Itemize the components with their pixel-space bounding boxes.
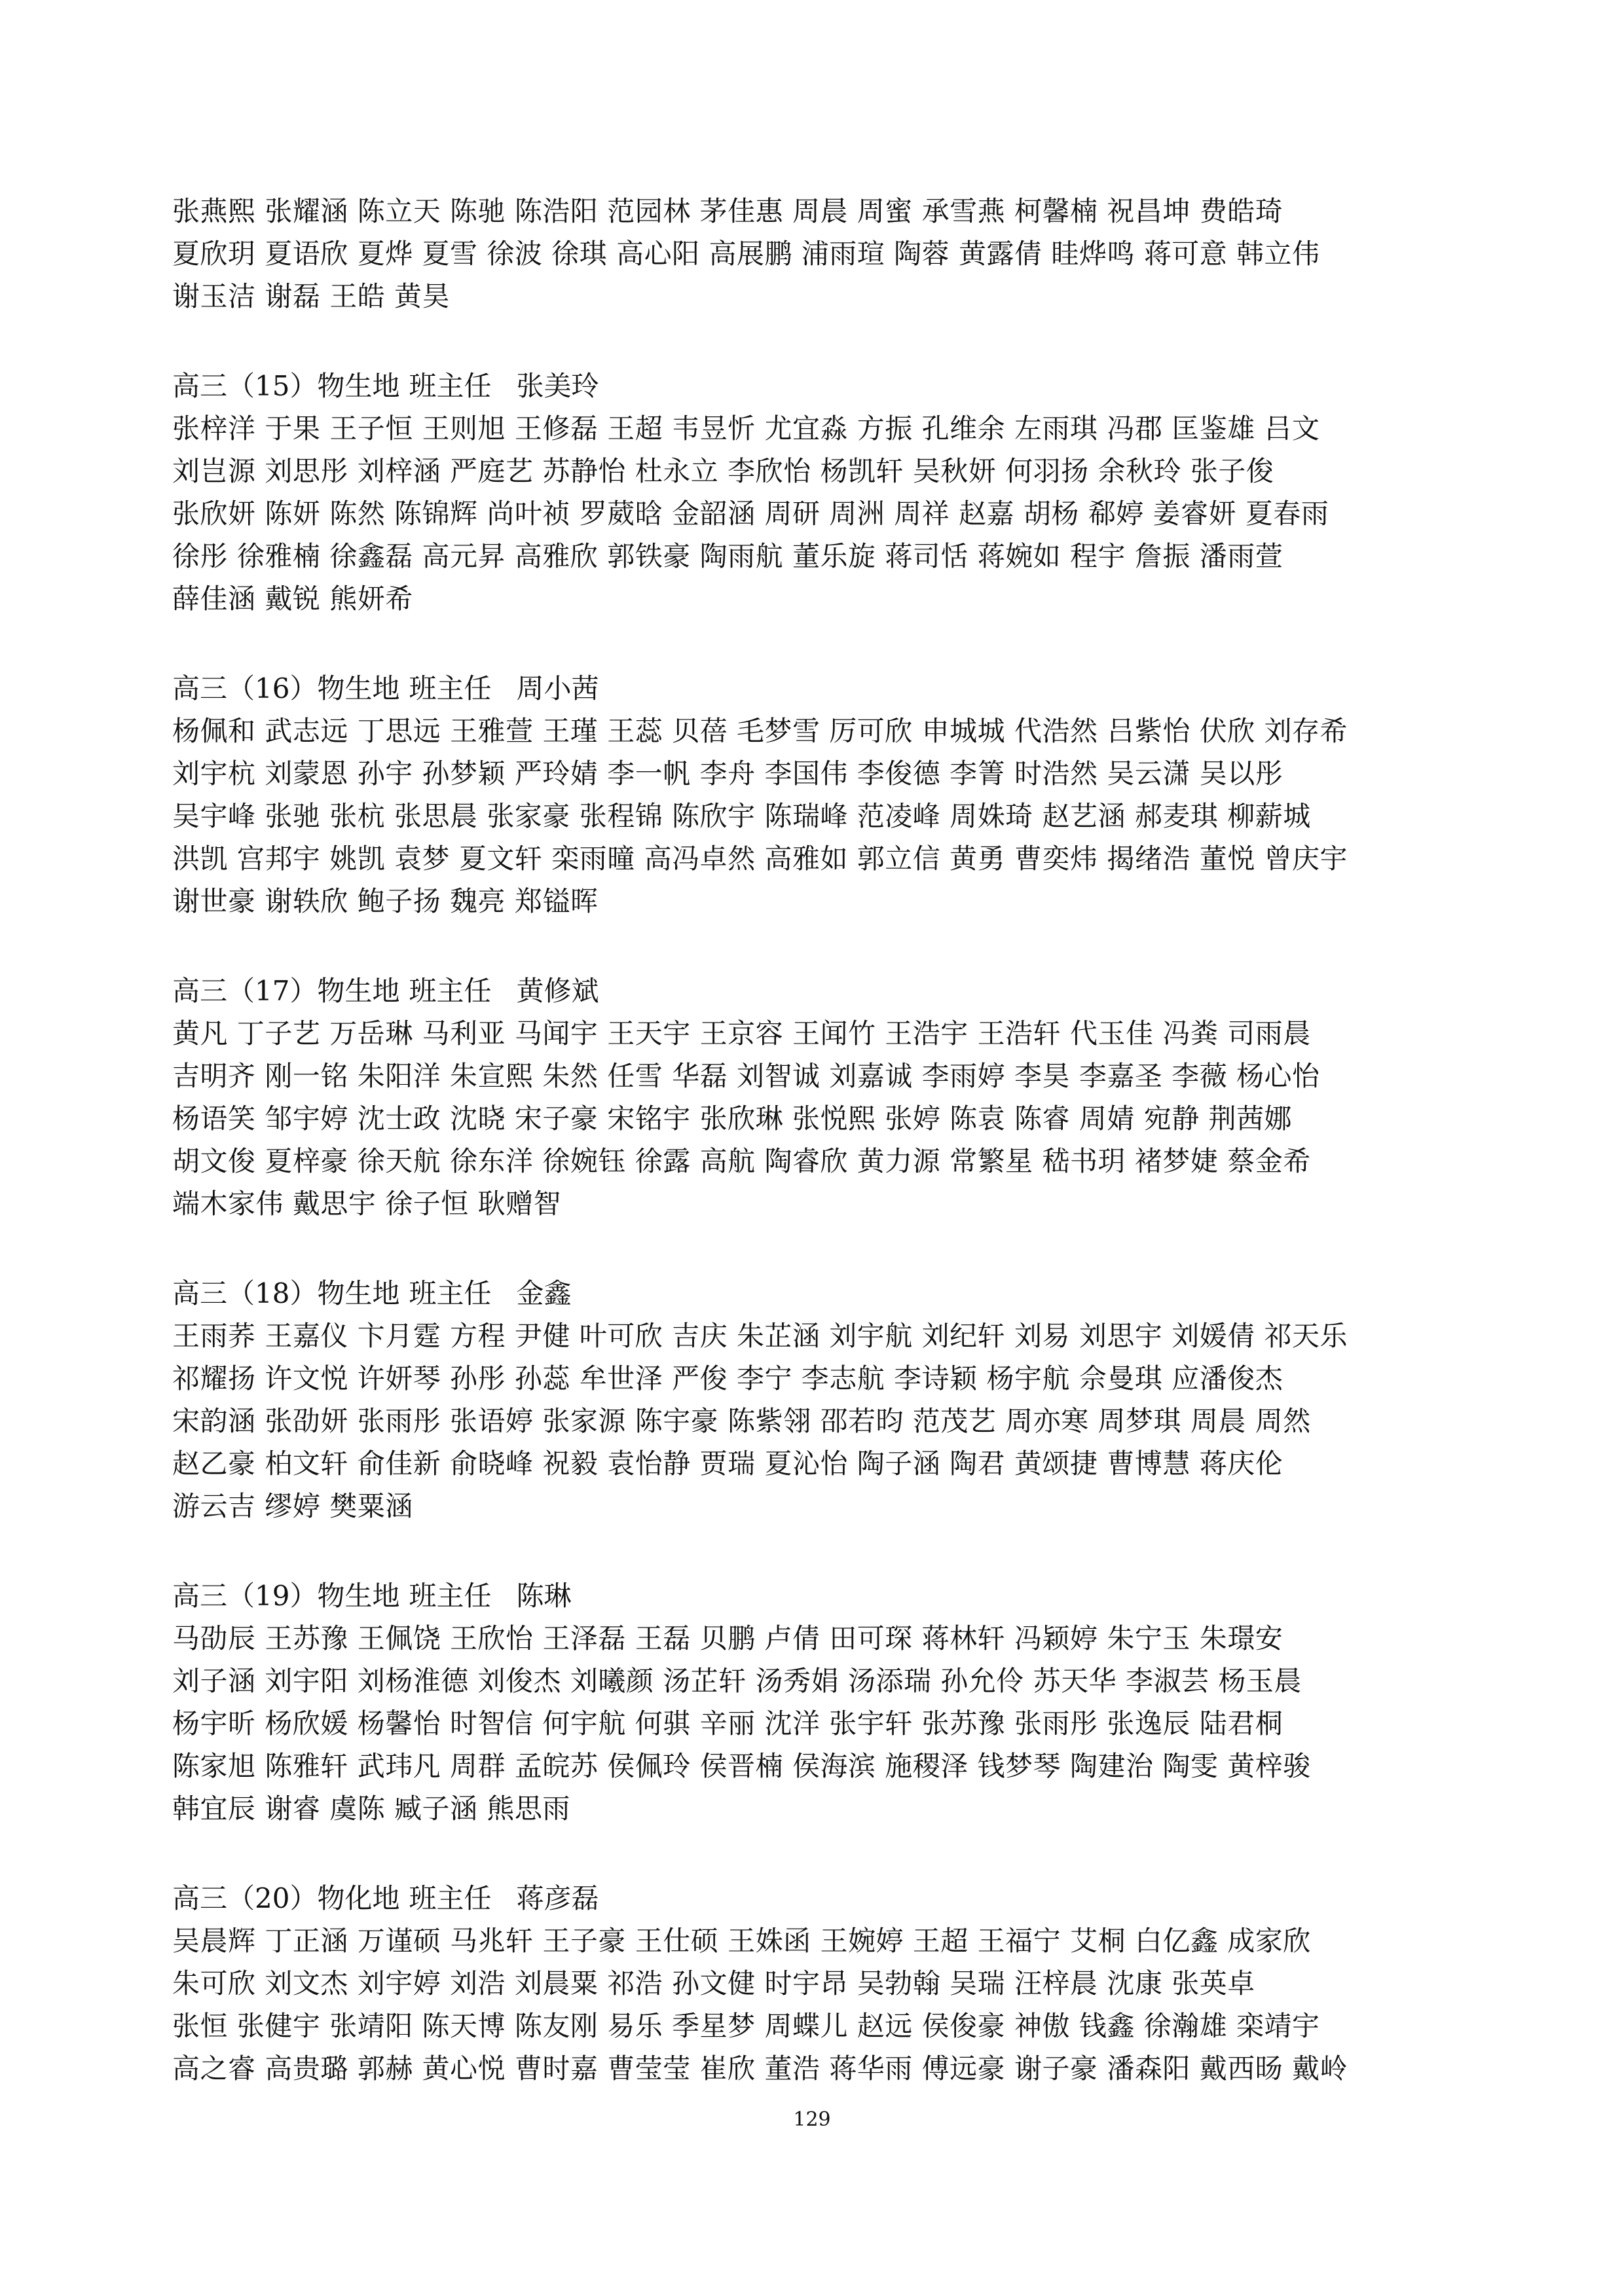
name-line: 张欣妍 陈妍 陈然 陈锦辉 尚叶祯 罗葳晗 金韶涵 周研 周洲 周祥 赵嘉 胡杨 郗婷 姜睿妍 夏春雨 [172, 498, 1329, 530]
name-line: 杨佩和 武志远 丁思远 王雅萱 王瑾 王蕊 贝蓓 毛梦雪 厉可欣 申城城 代浩然 吕紫怡 伏欣 刘存希 [172, 715, 1348, 747]
class-name: 高三（17）物生地 [172, 975, 400, 1007]
name-line: 赵乙豪 柏文轩 俞佳新 俞晓峰 祝毅 袁怡静 贾瑞 夏沁怡 陶子涵 陶君 黄颂捷 曹博慧 蒋庆伦 [172, 1448, 1283, 1480]
class-header [172, 667, 1456, 710]
name-line: 高之睿 高贵璐 郭赫 黄心悦 曹时嘉 曹莹莹 崔欣 董浩 蒋华雨 傅远豪 谢子豪 潘森阳 戴西旸 戴岭 [172, 2052, 1348, 2085]
name-line: 韩宜辰 谢睿 虞陈 臧子涵 熊思雨 [172, 1793, 570, 1825]
name-line: 刘岂源 刘思彤 刘梓涵 严庭艺 苏静怡 杜永立 李欣怡 杨凯轩 吴秋妍 何羽扬 余秋玲 张子俊 [172, 455, 1274, 487]
class-header [172, 970, 1456, 1012]
name-line: 祁耀扬 许文悦 许妍琴 孙彤 孙蕊 牟世泽 严俊 李宁 李志航 李诗颖 杨宇航 佘曼琪 应潘俊杰 [172, 1362, 1283, 1394]
class-section-15 [172, 365, 1456, 620]
name-line: 端木家伟 戴思宇 徐子恒 耿赠智 [172, 1188, 562, 1220]
name-line: 吴晨辉 丁正涵 万谨硕 马兆轩 王子豪 王仕硕 王姝函 王婉婷 王超 王福宁 艾桐 白亿鑫 成家欣 [172, 1925, 1311, 1957]
class-section-19 [172, 1575, 1456, 1830]
name-line: 张恒 张健宇 张靖阳 陈天博 陈友刚 易乐 季星梦 周蝶儿 赵远 侯俊豪 神傲 钱鑫 徐瀚雄 栾靖宇 [172, 2010, 1320, 2042]
class-section-17 [172, 970, 1456, 1225]
name-line: 朱可欣 刘文杰 刘宇婷 刘浩 刘晨粟 祁浩 孙文健 时宇昂 吴勃翰 吴瑞 汪梓晨 沈康 张英卓 [172, 1967, 1255, 1999]
name-line: 刘子涵 刘宇阳 刘杨淮德 刘俊杰 刘曦颜 汤芷轩 汤秀娟 汤添瑞 孙允伶 苏天华 李淑芸 杨玉晨 [172, 1665, 1302, 1697]
class-header [172, 1272, 1456, 1315]
name-line: 张梓洋 于果 王子恒 王则旭 王修磊 王超 韦昱忻 尤宜淼 方振 孔维余 左雨琪 冯郡 匡鉴雄 吕文 [172, 412, 1320, 445]
name-line: 黄凡 丁子艺 万岳琳 马利亚 马闻宇 王天宇 王京容 王闻竹 王浩宇 王浩轩 代玉佳 冯粪 司雨晨 [172, 1017, 1311, 1049]
name-line: 游云吉 缪婷 樊粟涵 [172, 1490, 413, 1522]
class-name: 高三（16）物生地 [172, 672, 400, 704]
class-section-20 [172, 1877, 1456, 2090]
teacher-name: 黄修斌 [516, 975, 599, 1007]
name-line: 吉明齐 刚一铭 朱阳洋 朱宣熙 朱然 任雪 华磊 刘智诚 刘嘉诚 李雨婷 李昊 李嘉圣 李薇 杨心怡 [172, 1060, 1320, 1092]
teacher-label: 班主任 [409, 975, 492, 1007]
name-line: 陈家旭 陈雅轩 武玮凡 周群 孟皖苏 侯佩玲 侯晋楠 侯海滨 施稷泽 钱梦琴 陶建治 陶雯 黄梓骏 [172, 1750, 1311, 1782]
name-line: 夏欣玥 夏语欣 夏烨 夏雪 徐波 徐琪 高心阳 高展鹏 浦雨瑄 陶蓉 黄露倩 眭烨鸣 蒋可意 韩立伟 [172, 238, 1320, 270]
name-line: 胡文俊 夏梓豪 徐天航 徐东洋 徐婉钰 徐露 高航 陶睿欣 黄力源 常繁星 嵇书玥 褚梦婕 蔡金希 [172, 1145, 1311, 1177]
teacher-label: 班主任 [409, 672, 492, 704]
name-line: 张燕熙 张耀涵 陈立天 陈驰 陈浩阳 范园林 茅佳惠 周晨 周蜜 承雪燕 柯馨楠 祝昌坤 费皓琦 [172, 195, 1283, 227]
class-name: 高三（19）物生地 [172, 1580, 400, 1612]
name-line: 洪凯 宫邦宇 姚凯 袁梦 夏文轩 栾雨曈 高冯卓然 高雅如 郭立信 黄勇 曹奕炜 揭绪浩 董悦 曾庆宇 [172, 843, 1348, 875]
class-section-16 [172, 667, 1456, 922]
class-name: 高三（20）物化地 [172, 1882, 400, 1914]
class-header [172, 1877, 1456, 1920]
class-header [172, 365, 1456, 407]
class-name: 高三（18）物生地 [172, 1277, 400, 1309]
page-content [172, 190, 1456, 2090]
teacher-name: 金鑫 [516, 1277, 572, 1309]
teacher-label: 班主任 [409, 1882, 492, 1914]
name-line: 刘宇杭 刘蒙恩 孙宇 孙梦颖 严玲婧 李一帆 李舟 李国伟 李俊德 李箐 时浩然 吴云潇 吴以彤 [172, 757, 1283, 790]
teacher-name: 陈琳 [516, 1580, 572, 1612]
name-line: 杨语笑 邹宇婷 沈士政 沈晓 宋子豪 宋铭宇 张欣琳 张悦熙 张婷 陈袁 陈睿 周婧 宛静 荆茜娜 [172, 1102, 1293, 1135]
name-line: 吴宇峰 张驰 张杭 张思晨 张家豪 张程锦 陈欣宇 陈瑞峰 范凌峰 周姝琦 赵艺涵 郝麦琪 柳薪城 [172, 800, 1311, 832]
teacher-label: 班主任 [409, 1277, 492, 1309]
class-section-18 [172, 1272, 1456, 1527]
teacher-label: 班主任 [409, 370, 492, 402]
class-name: 高三（15）物生地 [172, 370, 400, 402]
name-line: 王雨荞 王嘉仪 卞月霆 方程 尹健 叶可欣 吉庆 朱芷涵 刘宇航 刘纪轩 刘易 刘思宇 刘媛倩 祁天乐 [172, 1320, 1348, 1352]
name-line: 薛佳涵 戴锐 熊妍希 [172, 583, 413, 615]
continued-name-list [172, 190, 1456, 318]
name-line: 马劭辰 王苏豫 王佩饶 王欣怡 王泽磊 王磊 贝鹏 卢倩 田可琛 蒋林轩 冯颖婷 朱宁玉 朱璟安 [172, 1622, 1283, 1654]
name-line: 杨宇昕 杨欣媛 杨馨怡 时智信 何宇航 何骐 辛丽 沈洋 张宇轩 张苏豫 张雨彤 张逸辰 陆君桐 [172, 1707, 1283, 1740]
teacher-name: 张美玲 [516, 370, 599, 402]
teacher-name: 周小茜 [516, 672, 599, 704]
teacher-label: 班主任 [409, 1580, 492, 1612]
page-number: 129 [793, 2108, 831, 2131]
teacher-name: 蒋彦磊 [516, 1882, 599, 1914]
class-header [172, 1575, 1456, 1617]
name-line: 谢世豪 谢轶欣 鲍子扬 魏亮 郑镒晖 [172, 885, 599, 917]
name-line: 宋韵涵 张劭妍 张雨彤 张语婷 张家源 陈宇豪 陈紫翎 邵若昀 范茂艺 周亦寒 周梦琪 周晨 周然 [172, 1405, 1311, 1437]
name-line: 谢玉洁 谢磊 王皓 黄昊 [172, 280, 451, 312]
name-line: 徐彤 徐雅楠 徐鑫磊 高元昇 高雅欣 郭铁豪 陶雨航 董乐旋 蒋司恬 蒋婉如 程宇 詹振 潘雨萱 [172, 540, 1283, 572]
